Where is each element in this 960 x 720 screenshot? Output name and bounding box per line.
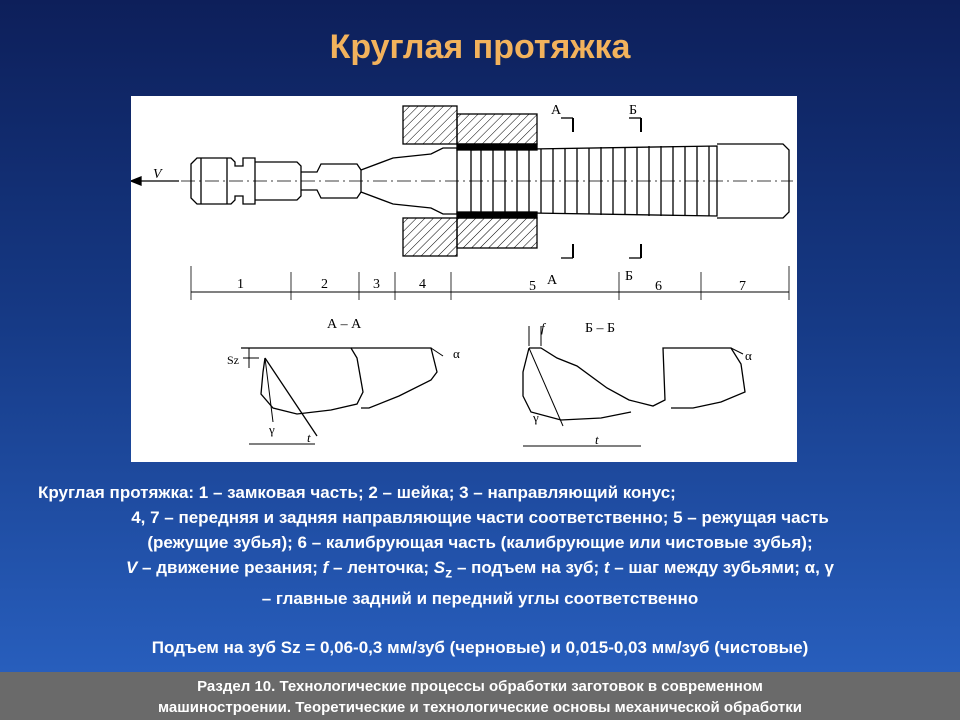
part-number-5: 5 [529,279,536,294]
t-label-b: t [595,432,599,447]
dimension-line [191,266,789,300]
section-mark-a-bottom: А [547,273,558,288]
caption-s-text: – подъем на зуб; [452,558,604,577]
caption-s: S [433,558,446,577]
caption-line-4 [30,555,930,586]
section-b-profile [523,326,745,446]
alpha-label-b: α [745,348,752,363]
footer-line-1: Раздел 10. Технологические процессы обработки заготовок в современном [197,678,763,695]
part-number-7: 7 [739,279,746,294]
section-mark-b-bottom: Б [625,269,634,284]
caption-line-2: 4, 7 – передняя и задняя направляющие части соответственно; 5 – режущая часть [131,508,829,527]
part-number-4: 4 [419,277,426,292]
footer-line-2: машиностроении. Теоретические и технологические основы механической обработки [158,699,802,716]
slide-title: Круглая протяжка [329,28,631,66]
caption-line-5: – главные задний и передний углы соответственно [261,589,699,609]
section-b-title: Б – Б [585,321,616,336]
part-number-3: 3 [373,277,380,292]
part-number-2: 2 [321,277,328,292]
caption-line-1: Круглая протяжка: 1 – замковая часть; 2 – шейка; 3 – направляющий конус; [38,483,676,502]
alpha-label-a: α [453,346,460,361]
part-number-6: 6 [655,279,662,294]
velocity-label: V [153,167,162,182]
part-number-1: 1 [237,277,244,292]
caption-line-3: (режущие зубья); 6 – калибрующая часть (калибрующие или чистовые зубья); [147,533,813,552]
caption-v-text: – движение резания; [137,558,323,577]
sz-label: Sz [227,353,239,367]
caption-t-text: – шаг между зубьями; α, γ [609,558,835,577]
caption-f-text: – ленточка; [328,558,434,577]
f-label: f [541,320,545,335]
section-a-title: А – А [327,317,362,332]
gamma-label-a: γ [269,422,275,437]
t-label-a: t [307,430,311,445]
gamma-label-b: γ [533,410,539,425]
section-mark-b-top: Б [629,103,638,118]
tooth-rise-note: Подъем на зуб Sz = 0,06-0,3 мм/зуб (черновые) и 0,015-0,03 мм/зуб (чистовые) [151,638,809,657]
broach-drawing [131,96,797,462]
figure-caption [30,480,930,611]
footer [0,672,960,720]
caption-t: t [603,558,610,577]
caption-f: f [322,558,329,577]
section-mark-a-top: А [551,103,562,118]
caption-s-sub: z [445,565,453,582]
caption-v: V [125,558,138,577]
